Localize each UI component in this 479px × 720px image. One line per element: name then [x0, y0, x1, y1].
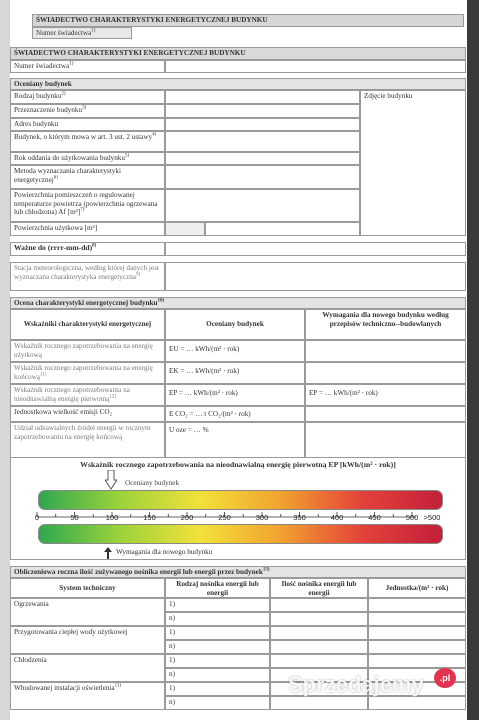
- scale-tick-label: 250: [218, 513, 231, 522]
- eval-row-label: Udział odnawialnych źródeł energii w rocznym zapotrzebowaniu na energię końcową: [10, 422, 165, 458]
- system-label: Przygotowania ciepłej wody użytkowej: [10, 626, 165, 654]
- left-margin: [0, 0, 10, 720]
- carrier-cell[interactable]: n): [165, 668, 270, 682]
- row-label: Budynek, o którym mowa w art. 3 ust. 2 ustawy$^{4)}$: [10, 131, 165, 152]
- unit-cell[interactable]: [368, 612, 466, 626]
- cons-col1-header: System techniczny: [10, 578, 165, 598]
- row-label: Powierzchnia pomieszczeń o regulowanej temperaturze powietrza (powierzchnia ogrzewana lub chłodzona) Af $[m^2]^{7)}$: [10, 189, 165, 222]
- building-address-field[interactable]: [165, 118, 360, 131]
- eu-requirement: [305, 340, 466, 362]
- row-label: Rodzaj budynku$^{2)}$: [10, 90, 165, 104]
- cons-col4-header: Jednostka/(m² · rok): [368, 578, 466, 598]
- usable-area-field[interactable]: [165, 222, 205, 236]
- eval-row-label: Wskaźnik rocznego zapotrzebowania na energię końcową$^{11)}$: [10, 362, 165, 384]
- weather-station-label: Stacja meteorologiczna, według której danych jest wyznaczana charakterystyka energetyczna$^{9)}$: [10, 262, 165, 291]
- carrier-cell[interactable]: n): [165, 612, 270, 626]
- scale-tick-label: 500: [405, 513, 419, 522]
- building-purpose-field[interactable]: [165, 104, 360, 118]
- amount-cell[interactable]: [270, 626, 368, 640]
- new-building-marker-label: Wymagania dla nowego budynku: [116, 548, 213, 556]
- number-label: Numer świadectwa$^{1)}$: [10, 60, 165, 73]
- year-field[interactable]: [165, 152, 360, 165]
- building-section-title: Oceniany budynek: [10, 78, 466, 90]
- carrier-cell[interactable]: 1): [165, 626, 270, 640]
- eval-col2-header: Oceniany budynek: [165, 309, 305, 340]
- row-label: Rok oddania do użytkowania budynku$^{5)}$: [10, 152, 165, 165]
- scale-tick-label: 400: [330, 513, 344, 522]
- amount-cell[interactable]: [270, 598, 368, 612]
- scale-tick-label: 300: [255, 513, 269, 522]
- cons-col2-header: Rodzaj nośnika energii lub energii: [165, 578, 270, 598]
- amount-cell[interactable]: [270, 612, 368, 626]
- co2-requirement: [305, 406, 466, 422]
- consumption-section-title: Obliczeniowa roczna ilość zużywanego nośnika energii lub energii przez budynek$^{13)}$: [10, 566, 466, 578]
- scale-tick-label: 450: [368, 513, 381, 522]
- system-label: Ogrzewania: [10, 598, 165, 626]
- building-type-field[interactable]: [165, 90, 360, 104]
- eval-col3-header: Wymagania dla nowego budynku według przepisów techniczno--budowlanych: [305, 309, 466, 340]
- watermark: [288, 668, 466, 702]
- carrier-cell[interactable]: 1): [165, 654, 270, 668]
- top-title: ŚWIADECTWO CHARAKTERYSTYKI ENERGETYCZNEJ BUDYNKU: [32, 14, 464, 27]
- carrier-cell[interactable]: n): [165, 696, 270, 710]
- ek-requirement: [305, 362, 466, 384]
- scale-tick-label: 200: [180, 513, 194, 522]
- number-field[interactable]: [165, 60, 466, 73]
- scale-title: Wskaźnik rocznego zapotrzebowania na nieodnawialną energię pierwotną EP [kWh/(m² · rok)]: [80, 460, 396, 469]
- cons-col3-header: Ilość nośnika energii lub energii: [270, 578, 368, 598]
- photo-label: Zdjęcie budynku: [364, 92, 413, 100]
- assessed-marker-label: Oceniany budynek: [125, 479, 180, 487]
- usable-area-field-ext[interactable]: [205, 222, 360, 236]
- ek-value[interactable]: EK = … kWh/(m² · rok): [165, 362, 305, 384]
- carrier-cell[interactable]: n): [165, 640, 270, 654]
- unit-cell[interactable]: [368, 654, 466, 668]
- page-title: ŚWIADECTWO CHARAKTERYSTYKI ENERGETYCZNEJ BUDYNKU: [10, 47, 466, 60]
- oze-value[interactable]: U oze = … %: [165, 422, 305, 458]
- scale-ruler: [30, 509, 450, 525]
- carrier-cell[interactable]: 1): [165, 682, 270, 696]
- top-number-label: Numer świadectwa$^{1)}$: [32, 27, 132, 39]
- art3-field[interactable]: [165, 131, 360, 152]
- watermark-badge: .pl: [434, 668, 456, 688]
- eval-row-label: Jednostkowa wielkość emisji CO₂: [10, 406, 165, 422]
- valid-until-field[interactable]: [165, 242, 466, 256]
- eu-value[interactable]: EU = … kWh/(m² · rok): [165, 340, 305, 362]
- row-label: Adres budynku: [10, 118, 165, 131]
- scale-tick-label: 50: [70, 513, 79, 522]
- amount-cell[interactable]: [270, 640, 368, 654]
- scale-tick-label: 0: [34, 513, 40, 522]
- scale-bar-bottom: [38, 524, 443, 544]
- unit-cell[interactable]: [368, 598, 466, 612]
- eval-row-label: Wskaźnik rocznego zapotrzebowania na energię użytkową: [10, 340, 165, 362]
- scale-tick-label: 150: [143, 513, 156, 522]
- scale-bar-top: [38, 490, 443, 510]
- valid-until-label: Ważne do (rrrr-mm-dd)$^{8)}$: [10, 242, 165, 256]
- method-field[interactable]: [165, 165, 360, 189]
- system-label: Wbudowanej instalacji oświetlenia$^{11)}$: [10, 682, 165, 710]
- scale-tick-label: 350: [293, 513, 306, 522]
- eval-col1-header: Wskaźniki charakterystyki energetycznej: [10, 309, 165, 340]
- row-label: Przeznaczenie budynku$^{3)}$: [10, 104, 165, 118]
- system-label: Chłodzenia: [10, 654, 165, 682]
- weather-station-field[interactable]: [165, 262, 466, 291]
- ep-value[interactable]: EP = … kWh/(m² · rok): [165, 384, 305, 406]
- up-arrow-icon: [104, 546, 112, 558]
- unit-cell[interactable]: [368, 626, 466, 640]
- watermark-text: Sprzedajemy: [288, 672, 424, 697]
- evaluation-section-title: Ocena charakterystyki energetycznej budynku$^{10)}$: [10, 297, 466, 309]
- unit-cell[interactable]: [368, 640, 466, 654]
- row-label: Powierzchnia użytkowa [m²]: [10, 222, 165, 236]
- row-label: Metoda wyznaczania charakterystyki energetycznej$^{6)}$: [10, 165, 165, 189]
- building-photo-box[interactable]: [360, 90, 466, 236]
- amount-cell[interactable]: [270, 654, 368, 668]
- scale-tick-label: 100: [105, 513, 119, 522]
- eval-row-label: Wskaźnik rocznego zapotrzebowania na nieodnawialną energię pierwotną$^{12)}$: [10, 384, 165, 406]
- right-margin: [467, 0, 479, 720]
- down-arrow-icon: [105, 470, 117, 490]
- carrier-cell[interactable]: 1): [165, 598, 270, 612]
- co2-value[interactable]: E CO₂ = … t CO₂/(m² · rok): [165, 406, 305, 422]
- ep-requirement: EP = … kWh/(m² · rok): [305, 384, 466, 406]
- scale-tick-label: >500: [423, 513, 441, 522]
- oze-requirement: [305, 422, 466, 458]
- area-af-field[interactable]: [165, 189, 360, 222]
